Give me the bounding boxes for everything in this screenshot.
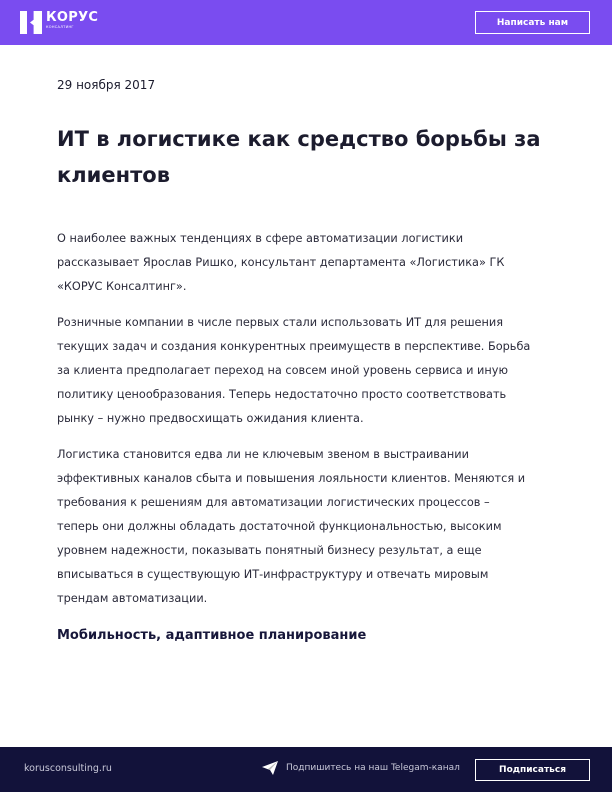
logo-mark-icon <box>20 11 42 34</box>
paragraph-retail <box>57 311 530 431</box>
text-line: рынку – нужно предвосхищать ожидания клиента. <box>57 412 364 425</box>
text-line: за клиента предполагает переход на совсем иной уровень сервиса и иную <box>57 364 508 377</box>
text-line: Логистика становится едва ли не ключевым звеном в выстраивании <box>57 448 469 461</box>
paragraph-intro <box>57 227 504 299</box>
paper-plane-icon <box>262 761 278 775</box>
telegram-link[interactable] <box>262 761 460 775</box>
site-link[interactable]: korusconsulting.ru <box>24 763 112 774</box>
text-line: вписываться в существующую ИТ-инфраструктуру и отвечать мировым <box>57 568 489 581</box>
logo-text: КОРУС <box>46 10 99 25</box>
text-line: уровнем надежности, показывать понятный бизнесу результат, а еще <box>57 544 482 557</box>
text-line: О наиболее важных тенденциях в сфере автоматизации логистики <box>57 232 464 245</box>
text-line: эффективных каналов сбыта и повышения лояльности клиентов. Меняются и <box>57 472 526 485</box>
section-heading: Мобильность, адаптивное планирование <box>57 628 367 643</box>
text-line: рассказывает Ярослав Ришко, консультант департамента «Логистика» ГК <box>57 256 505 269</box>
site-footer <box>0 747 612 792</box>
site-header <box>0 0 612 45</box>
korus-logo[interactable] <box>20 11 98 34</box>
text-line: Розничные компании в числе первых стали использовать ИТ для решения <box>57 316 504 329</box>
contact-us-button[interactable]: Написать нам <box>475 11 590 34</box>
article-title <box>57 121 567 193</box>
article-date: 29 ноября 2017 <box>57 78 156 92</box>
logo-subtext: КОНСАЛТИНГ <box>46 25 74 29</box>
paragraph-logistics <box>57 443 525 611</box>
subscribe-button[interactable]: Подписаться <box>475 759 590 781</box>
text-line: требования к решениям для автоматизации логистических процессов – <box>57 496 490 509</box>
text-line: трендам автоматизации. <box>57 592 208 605</box>
text-line: «КОРУС Консалтинг». <box>57 280 187 293</box>
telegram-text: Подпишитесь на наш Telegam-канал <box>286 763 460 773</box>
text-line: текущих задач и создания конкурентных преимуществ в перспективе. Борьба <box>57 340 531 353</box>
text-line: политику ценообразования. Теперь недостаточно просто соответствовать <box>57 388 507 401</box>
text-line: теперь они должны обладать достаточной функциональностью, высоким <box>57 520 502 533</box>
title-line: клиентов <box>57 163 170 187</box>
title-line: ИТ в логистике как средство борьбы за <box>57 127 541 151</box>
